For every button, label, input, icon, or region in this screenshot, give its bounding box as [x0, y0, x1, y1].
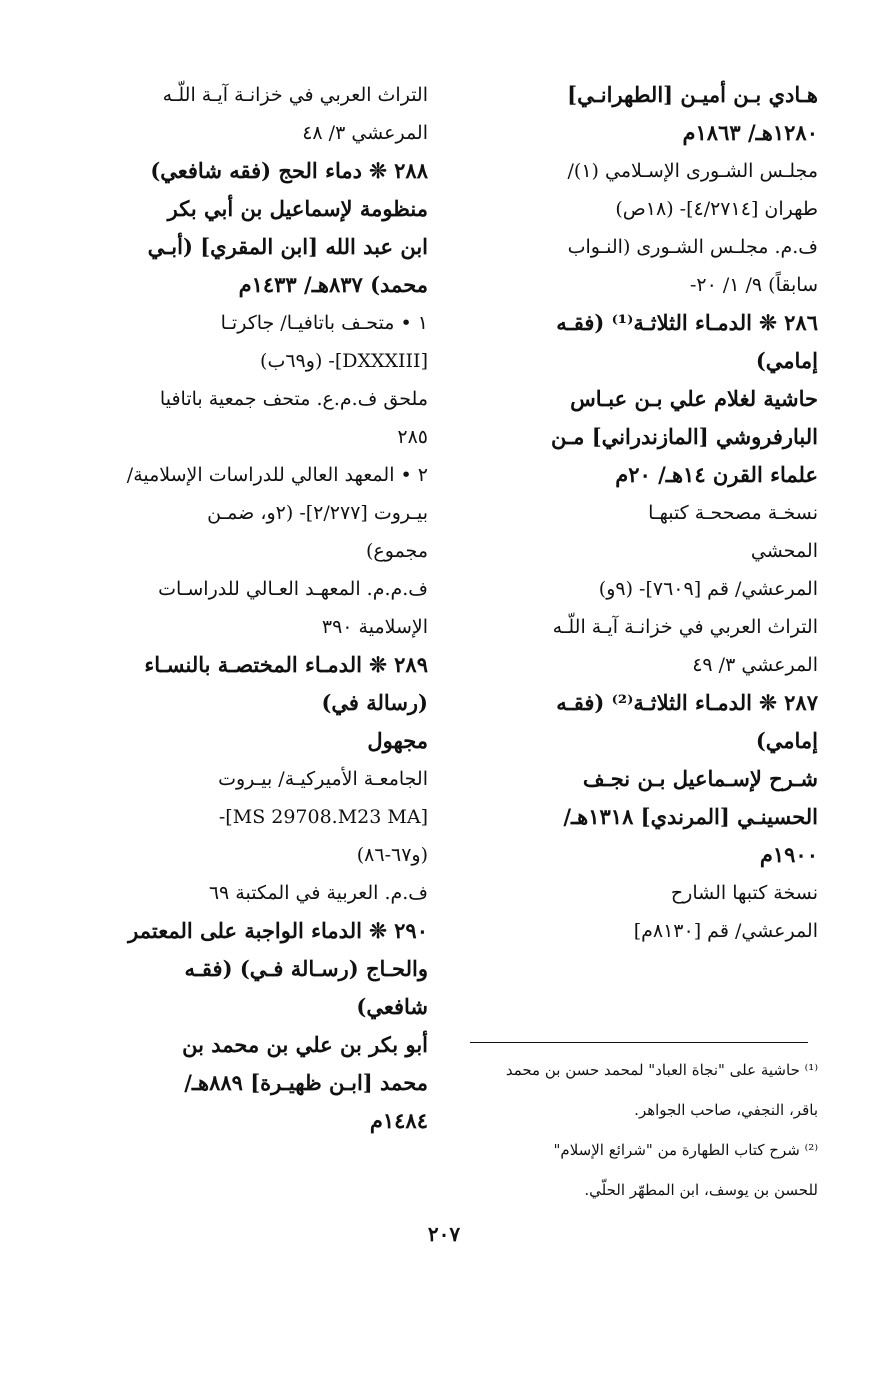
entry-detail-line: التراث العربي في خزانـة آيـة اللّـه: [552, 616, 818, 638]
entry-detail-line: المحشي: [750, 540, 818, 562]
left-column: [88, 76, 428, 1140]
entry-detail-line: طهران [٤/٢٧١٤]- (١٨ص): [615, 198, 818, 220]
entry-detail-line: نسخة كتبها الشارح: [670, 882, 818, 904]
entry-detail-line: سابقاً) ٩/ ١/ ٢٠-: [689, 274, 818, 296]
entry-heading-line: (رسالة في): [321, 690, 428, 715]
entry-heading-line: ٢٨٧ ❊ الدمـاء الثلاثـة⁽²⁾ (فقـه: [556, 690, 818, 715]
entry-title-line: ١٤٨٤م: [369, 1108, 428, 1133]
entry-detail-line: ٢ • المعهد العالي للدراسات الإسلامية/: [126, 464, 428, 486]
entry-detail-line: (و٦٧-٨٦): [356, 844, 428, 866]
entry-detail-line: التراث العربي في خزانـة آيـة اللّـه: [162, 84, 428, 106]
entry-detail-line: الإسلامية ٣٩٠: [321, 616, 428, 638]
entry-detail-line: ١ • متحـف باتافيـا/ جاكرتـا: [220, 312, 428, 334]
entry-detail-line: بيـروت [٢/٢٧٧]- (٢و، ضمـن: [207, 502, 428, 524]
entry-detail-line: ٢٨٥: [397, 426, 428, 448]
footnote-line: باقر، النجفي، صاحب الجواهر.: [634, 1101, 818, 1119]
page-number: ٢٠٧: [427, 1222, 461, 1246]
entry-detail-line: المرعشي/ قم [٧٦٠٩]- (٩و): [598, 578, 818, 600]
entry-heading-line: ٢٩٠ ❊ الدماء الواجبة على المعتمر: [128, 918, 428, 943]
entry-heading-line: ٢٨٦ ❊ الدمـاء الثلاثـة⁽¹⁾ (فقـه: [556, 310, 818, 335]
entry-detail-line: [MS 29708.M23 MA]-: [218, 806, 428, 828]
entry-detail-line: المرعشي/ قم [٨١٣٠م]: [633, 920, 818, 942]
entry-title-line: أبو بكر بن علي بن محمد بن: [182, 1032, 428, 1057]
entry-title-line: محمد) ٨٣٧هـ/ ١٤٣٣م: [238, 272, 428, 297]
entry-detail-line: المرعشي ٣/ ٤٨: [302, 122, 428, 144]
entry-detail-line: ف.م.م. المعهـد العـالي للدراسـات: [158, 578, 428, 600]
entry-title-line: هـادي بـن أميـن [الطهرانـي]: [567, 82, 818, 107]
footnote-line: للحسن بن يوسف، ابن المطهّر الحلّي.: [584, 1181, 818, 1199]
entry-heading-line: ٢٨٨ ❊ دماء الحج (فقه شافعي): [150, 158, 428, 183]
entry-title-line: البارفروشي [المازندراني] مـن: [551, 424, 818, 449]
entry-title-line: مجهول: [367, 728, 428, 753]
entry-heading-line: إمامي): [755, 728, 818, 753]
footnote-divider: [470, 1042, 808, 1043]
entry-detail-line: مجموع): [366, 540, 428, 562]
footnote-line: ⁽¹⁾ حاشية على "نجاة العباد" لمحمد حسن بن محمد: [505, 1061, 818, 1079]
entry-detail-line: المرعشي ٣/ ٤٩: [692, 654, 818, 676]
footnotes: [478, 1050, 818, 1210]
entry-title-line: شـرح لإسـماعيل بـن نجـف: [582, 766, 818, 791]
entry-title-line: منظومة لإسماعيل بن أبي بكر: [167, 196, 428, 221]
right-column: [478, 76, 818, 950]
entry-title-line: محمد [ابـن ظهيـرة] ٨٨٩هـ/: [184, 1070, 428, 1095]
entry-heading-line: ٢٨٩ ❊ الدمـاء المختصـة بالنسـاء: [144, 652, 428, 677]
entry-title-line: ١٢٨٠هـ/ ١٨٦٣م: [682, 120, 818, 145]
entry-title-line: علماء القرن ١٤هـ/ ٢٠م: [615, 462, 818, 487]
entry-detail-line: نسخـة مصححـة كتبهـا: [648, 502, 818, 524]
entry-title-line: حاشية لغلام علي بـن عبـاس: [570, 386, 818, 411]
entry-title-line: الحسينـي [المرندي] ١٣١٨هـ/: [563, 804, 818, 829]
entry-heading-line: شافعي): [356, 994, 428, 1019]
entry-heading-line: والحـاج (رسـالة فـي) (فقـه: [184, 956, 428, 981]
entry-detail-line: [DXXXIII]- (و٦٩ب): [260, 350, 428, 372]
entry-title-line: ١٩٠٠م: [759, 842, 818, 867]
entry-detail-line: مجلـس الشـورى الإسـلامي (١)/: [567, 160, 818, 182]
entry-title-line: ابن عبد الله [ابن المقري] (أبـي: [147, 234, 428, 259]
entry-detail-line: الجامعـة الأميركيـة/ بيـروت: [218, 768, 428, 790]
entry-detail-line: ملحق ف.م.ع. متحف جمعية باتافيا: [159, 388, 428, 410]
entry-detail-line: ف.م. العربية في المكتبة ٦٩: [208, 882, 428, 904]
entry-heading-line: إمامي): [755, 348, 818, 373]
entry-detail-line: ف.م. مجلـس الشـورى (النـواب: [567, 236, 818, 258]
footnote-line: ⁽²⁾ شرح كتاب الطهارة من "شرائع الإسلام": [553, 1141, 818, 1159]
